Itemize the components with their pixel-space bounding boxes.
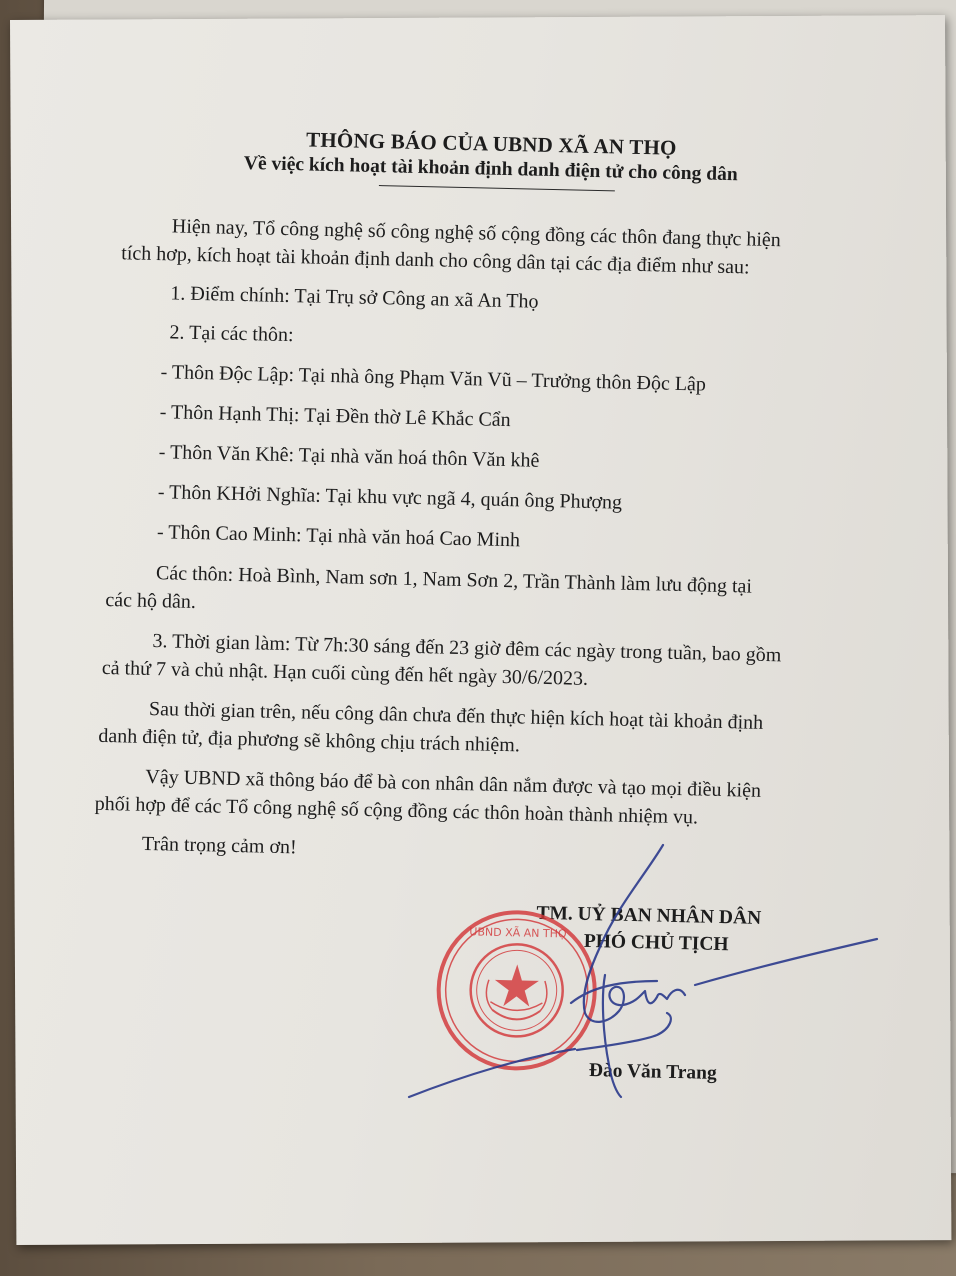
paragraph-line: cả thứ 7 và chủ nhật. Hạn cuối cùng đến hết ngày 30/6/2023. [101,656,589,690]
document-title: THÔNG BÁO CỦA UBND XÃ AN THỌ [305,127,677,160]
list-item: - Thôn KHởi Nghĩa: Tại khu vực ngã 4, quán ông Phượng [157,481,623,514]
list-item: 1. Điểm chính: Tại Trụ sở Công an xã An Thọ [170,282,539,313]
list-item: 2. Tại các thôn: [169,321,294,347]
paragraph-line: tích hơp, kích hoạt tài khoản định danh cho công dân tại các địa điểm như sau: [121,242,750,279]
paragraph-line: danh điện tử, địa phương sẽ không chịu trách nhiệm. [98,724,521,757]
signature-org: TM. UỶ BAN NHÂN DÂN [536,902,762,929]
list-item: - Thôn Văn Khê: Tại nhà văn hoá thôn Văn khê [158,441,540,472]
signature-position: PHÓ CHỦ TỊCH [583,930,729,956]
paragraph-line: Sau thời gian trên, nếu công dân chưa đến thực hiện kích hoạt tài khoản định [148,697,764,734]
signer-name: Đào Văn Trang [588,1060,717,1084]
title-underline [379,185,615,191]
paragraph-line: các hộ dân. [105,588,197,614]
paragraph-line: phối hợp để các Tổ công nghệ số cộng đồng các thôn hoàn thành nhiệm vụ. [94,792,699,829]
seal-text: UBND XÃ AN THỌ [469,925,567,941]
paragraph-line: 3. Thời gian làm: Từ 7h:30 sáng đến 23 giờ đêm các ngày trong tuần, bao gồm [152,630,782,667]
paragraph-line: Hiện nay, Tổ công nghệ số công nghệ số cộng đồng các thôn đang thực hiện [171,215,782,252]
handwritten-signature [395,835,895,1105]
list-item: - Thôn Cao Minh: Tại nhà văn hoá Cao Minh [156,521,521,552]
paragraph-line: Các thôn: Hoà Bình, Nam sơn 1, Nam Sơn 2, Trần Thành làm lưu động tại [155,562,753,598]
list-item: - Thôn Hạnh Thị: Tại Đền thờ Lê Khắc Cẩn [159,401,511,432]
document-subtitle: Về việc kích hoạt tài khoản định danh điện tử cho công dân [243,152,738,186]
list-item: - Thôn Độc Lập: Tại nhà ông Phạm Văn Vũ – Trưởng thôn Độc Lập [160,361,707,396]
paragraph-line: Vậy UBND xã thông báo để bà con nhân dân nắm được và tạo mọi điều kiện [145,765,762,802]
closing-line: Trân trọng cảm ơn! [141,832,297,859]
